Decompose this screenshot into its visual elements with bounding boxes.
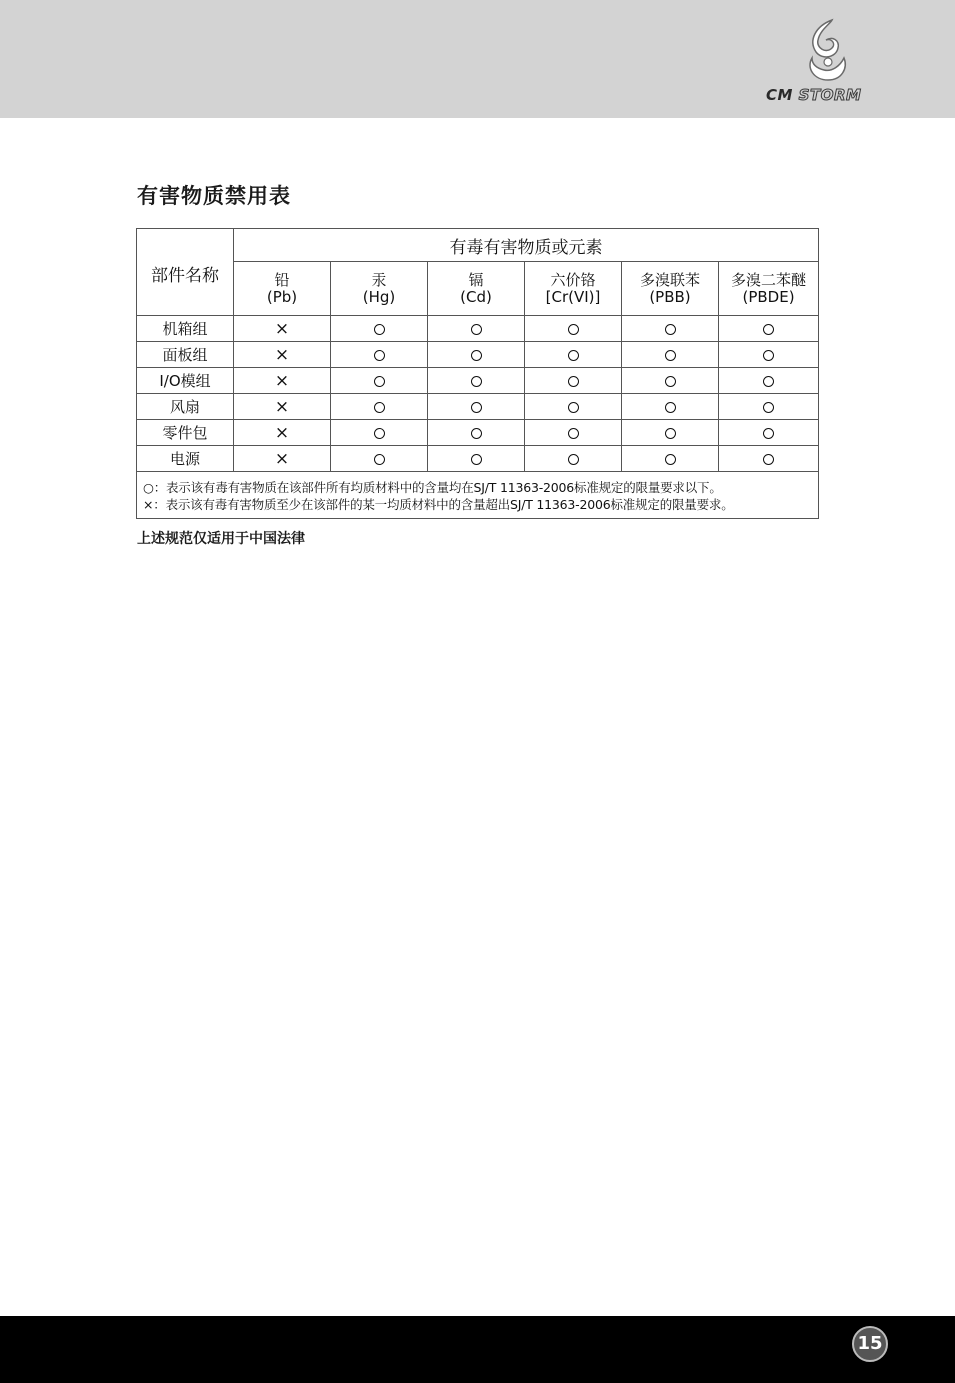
circle-mark-icon [665,428,676,439]
table-row [137,420,819,446]
mark-cell [622,316,719,342]
circle-mark-icon [471,350,482,361]
part-name-cell: I/O模组 [137,368,234,394]
mark-cell [525,342,622,368]
substance-header [622,262,719,316]
header-band [0,0,955,118]
substance-symbol: (PBB) [649,287,691,306]
mark-cell [719,446,819,472]
part-name-header [137,229,234,316]
mark-cell [234,316,331,342]
mark-cell [331,316,428,342]
table-row [137,342,819,368]
substance-name: 多溴联苯 [639,270,700,289]
cross-mark: × [274,396,290,417]
cross-mark: × [274,344,290,365]
circle-mark-icon [763,454,774,465]
mark-cell [719,420,819,446]
mark-cell [234,394,331,420]
mark-cell [525,394,622,420]
mark-cell [622,342,719,368]
substance-name: 铅 [274,270,290,289]
substance-header [428,262,525,316]
substance-symbol: (PBDE) [742,287,795,306]
mark-cell [428,316,525,342]
mark-cell [525,316,622,342]
mark-cell [331,368,428,394]
substance-symbol: (Pb) [266,287,298,306]
circle-mark-icon [568,350,579,361]
circle-mark-icon [374,428,385,439]
substance-name: 多溴二苯醚 [731,270,807,289]
circle-mark-icon [665,350,676,361]
notes-row [137,472,819,519]
circle-mark-icon [374,376,385,387]
mark-cell [622,394,719,420]
legend-note: ×：表示该有毒有害物质至少在该部件的某一均质材料中的含量超出SJ/T 11363-2006标准规定的限量要求。 [143,497,734,512]
circle-mark-icon [471,324,482,335]
mark-cell [331,342,428,368]
mark-cell [234,342,331,368]
mark-cell [234,368,331,394]
mark-cell [428,394,525,420]
circle-mark-icon [374,402,385,413]
page-number-badge: 15 [852,1326,888,1362]
logo-wordmark-cm: CM [766,86,793,104]
circle-mark-icon [568,376,579,387]
table-row [137,316,819,342]
circle-mark-icon [665,402,676,413]
mark-cell [428,446,525,472]
circle-mark-icon [665,454,676,465]
mark-cell [234,420,331,446]
mark-cell [719,368,819,394]
cross-mark: × [274,318,290,339]
mark-cell [719,316,819,342]
circle-mark-icon [665,376,676,387]
mark-cell [428,342,525,368]
jurisdiction-footnote: 上述规范仅适用于中国法律 [137,531,305,547]
part-name-cell: 风扇 [137,394,234,420]
substance-symbol: (Hg) [362,287,396,306]
substance-header [525,262,622,316]
substance-header-row [137,262,819,316]
circle-mark-icon [763,428,774,439]
cross-mark: × [274,448,290,469]
storm-swirl-icon [802,18,850,84]
part-name-cell: 面板组 [137,342,234,368]
substance-header [331,262,428,316]
substance-symbol: (Cd) [460,287,492,306]
mark-cell [331,394,428,420]
mark-cell [719,394,819,420]
circle-mark-icon [763,402,774,413]
substance-name: 汞 [371,270,387,289]
mark-cell [719,342,819,368]
mark-cell [525,368,622,394]
page-title: 有害物质禁用表 [137,184,291,208]
circle-mark-icon [763,376,774,387]
substance-name: 六价铬 [550,270,596,289]
substance-header [234,262,331,316]
part-name-header-label: 部件名称 [151,266,219,286]
hazardous-substances-table [136,228,819,519]
logo-wordmark [766,86,890,106]
mark-cell [331,446,428,472]
circle-mark-icon [568,324,579,335]
table-row [137,394,819,420]
table-row [137,446,819,472]
circle-mark-icon [374,324,385,335]
mark-cell [428,368,525,394]
mark-cell [428,420,525,446]
circle-mark-icon [568,402,579,413]
mark-cell [622,446,719,472]
substance-symbol: [Cr(VI)] [545,287,601,306]
substance-name: 镉 [468,270,484,289]
cross-mark: × [274,422,290,443]
circle-mark-icon [763,350,774,361]
substance-header [719,262,819,316]
part-name-cell: 零件包 [137,420,234,446]
circle-mark-icon [471,454,482,465]
circle-mark-icon [568,454,579,465]
circle-mark-icon [471,428,482,439]
part-name-cell: 电源 [137,446,234,472]
mark-cell [525,446,622,472]
mark-cell [234,446,331,472]
circle-mark-icon [665,324,676,335]
substances-group-header: 有毒有害物质或元素 [234,229,819,262]
legend-note: ○：表示该有毒有害物质在该部件所有均质材料中的含量均在SJ/T 11363-2006标准规定的限量要求以下。 [143,480,722,495]
circle-mark-icon [568,428,579,439]
circle-mark-icon [471,376,482,387]
circle-mark-icon [763,324,774,335]
footer-band [0,1316,955,1383]
mark-cell [622,420,719,446]
notes-cell [137,472,819,519]
table-body [137,316,819,519]
mark-cell [622,368,719,394]
circle-mark-icon [471,402,482,413]
part-name-cell: 机箱组 [137,316,234,342]
circle-mark-icon [374,454,385,465]
circle-mark-icon [374,350,385,361]
cross-mark: × [274,370,290,391]
mark-cell [525,420,622,446]
cm-storm-logo [766,18,890,108]
table-row [137,368,819,394]
logo-wordmark-storm: STORM [798,86,862,104]
mark-cell [331,420,428,446]
